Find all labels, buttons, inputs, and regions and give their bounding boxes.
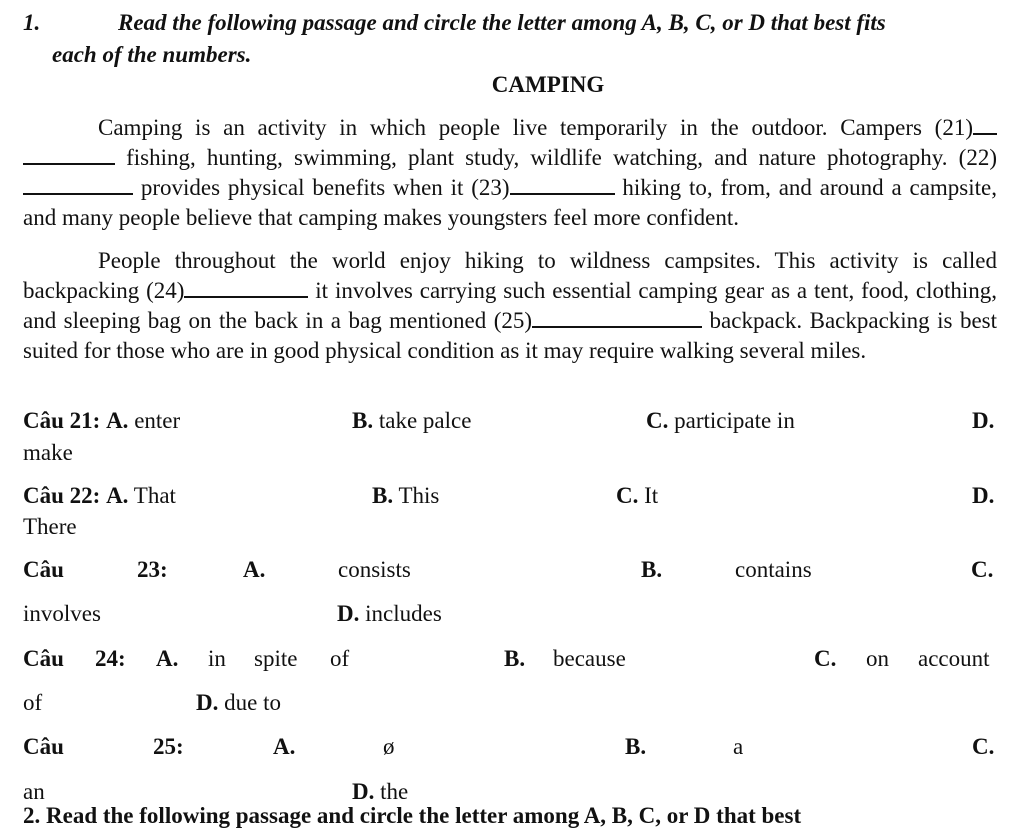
q24-option-a-word-3[interactable]: of xyxy=(330,646,350,671)
q21-option-d-text[interactable]: make xyxy=(23,440,73,465)
q25-option-b-text[interactable]: a xyxy=(733,734,744,759)
q25-option-d-text[interactable]: the xyxy=(380,779,409,804)
question-24-label-word: Câu xyxy=(23,646,64,671)
blank-22[interactable] xyxy=(23,173,133,195)
q22-option-b-text[interactable]: This xyxy=(398,483,440,508)
q21-option-d-letter[interactable]: D. xyxy=(972,408,995,433)
blank-21[interactable] xyxy=(973,113,997,135)
passage-paragraph-2 xyxy=(23,246,997,366)
q25-option-c-text[interactable]: an xyxy=(23,779,45,804)
question-24-label-number: 24: xyxy=(95,646,126,671)
q24-option-a-letter[interactable]: A. xyxy=(156,646,179,671)
q21-option-b-letter[interactable]: B. xyxy=(352,408,374,433)
q24-option-a-word-1[interactable]: in xyxy=(208,646,226,671)
q21-option-a-text[interactable]: enter xyxy=(134,408,181,433)
question-25-label-number: 25: xyxy=(153,734,184,759)
p2-text-3: backpack. Backpacking is best suited for those who are in good physical condition as it may require walking several miles. xyxy=(23,308,998,363)
passage-title: CAMPING xyxy=(491,72,605,97)
instruction-number: 1. xyxy=(23,10,41,35)
q25-option-c-letter[interactable]: C. xyxy=(972,734,995,759)
blank-23[interactable] xyxy=(510,173,615,195)
q24-option-d-text[interactable]: due to xyxy=(224,690,281,715)
q21-option-a-letter[interactable]: A. xyxy=(106,408,129,433)
q22-option-a-letter[interactable]: A. xyxy=(106,483,129,508)
instruction-line-2: each of the numbers. xyxy=(52,42,252,67)
q21-option-c-letter[interactable]: C. xyxy=(646,408,669,433)
q25-option-b-letter[interactable]: B. xyxy=(625,734,647,759)
p1-text-2: fishing, hunting, swimming, plant study, wildlife watching, and nature photography. (22) xyxy=(115,145,997,170)
p2-text-2: it involves carrying such essential camping gear as a tent, food, clothing, and sleeping bag on the back in a bag mentioned (25) xyxy=(23,278,997,333)
q24-option-c-word-2[interactable]: account xyxy=(918,646,990,671)
question-22-label: Câu 22: xyxy=(23,483,101,508)
q25-option-a-text[interactable]: ø xyxy=(383,734,395,759)
q24-option-b-letter[interactable]: B. xyxy=(504,646,526,671)
q22-option-c-text[interactable]: It xyxy=(644,483,659,508)
next-instruction-partial: 2. Read the following passage and circle the letter among A, B, C, or D that best xyxy=(23,803,802,828)
q24-option-d-letter[interactable]: D. xyxy=(196,690,219,715)
p1-text-1: Camping is an activity in which people live temporarily in the outdoor. Campers (21) xyxy=(98,115,973,140)
q21-option-c-text[interactable]: participate in xyxy=(674,408,795,433)
q24-option-a-word-2[interactable]: spite xyxy=(254,646,298,671)
q25-option-a-letter[interactable]: A. xyxy=(273,734,296,759)
p1-text-4: hiking to, from, and around a campsite, and many people believe that camping makes youngsters feel more confident. xyxy=(23,175,997,230)
passage-paragraph-1 xyxy=(23,113,997,233)
p2-text-1: People throughout the world enjoy hiking to wildness campsites. This activity is called backpacking (24) xyxy=(23,248,997,303)
q21-option-b-text[interactable]: take palce xyxy=(378,408,472,433)
q22-option-d-letter[interactable]: D. xyxy=(972,483,995,508)
q23-option-c-text[interactable]: involves xyxy=(23,601,101,626)
q22-option-d-text[interactable]: There xyxy=(23,514,77,539)
q22-option-b-letter[interactable]: B. xyxy=(372,483,394,508)
question-23-label-word: Câu xyxy=(23,557,64,582)
blank-24[interactable] xyxy=(184,276,308,298)
q23-option-b-letter[interactable]: B. xyxy=(641,557,663,582)
blank-21-cont[interactable] xyxy=(23,143,115,165)
q25-option-d-letter[interactable]: D. xyxy=(352,779,375,804)
q23-option-d-text[interactable]: includes xyxy=(365,601,442,626)
question-21-label: Câu 21: xyxy=(23,408,101,433)
q22-option-c-letter[interactable]: C. xyxy=(616,483,639,508)
blank-25[interactable] xyxy=(532,306,702,328)
question-25-label-word: Câu xyxy=(23,734,64,759)
q24-option-b-text[interactable]: because xyxy=(553,646,626,671)
q23-option-a-text[interactable]: consists xyxy=(338,557,411,582)
p1-text-3: provides physical benefits when it (23) xyxy=(133,175,510,200)
question-23-label-number: 23: xyxy=(137,557,168,582)
q24-option-c-word-3[interactable]: of xyxy=(23,690,43,715)
q22-option-a-text[interactable]: That xyxy=(133,483,176,508)
q23-option-d-letter[interactable]: D. xyxy=(337,601,360,626)
q24-option-c-word-1[interactable]: on xyxy=(866,646,889,671)
q23-option-a-letter[interactable]: A. xyxy=(243,557,266,582)
q23-option-b-text[interactable]: contains xyxy=(735,557,812,582)
q24-option-c-letter[interactable]: C. xyxy=(814,646,837,671)
q23-option-c-letter[interactable]: C. xyxy=(971,557,994,582)
instruction-line-1: Read the following passage and circle the letter among A, B, C, or D that best fits xyxy=(118,10,886,35)
